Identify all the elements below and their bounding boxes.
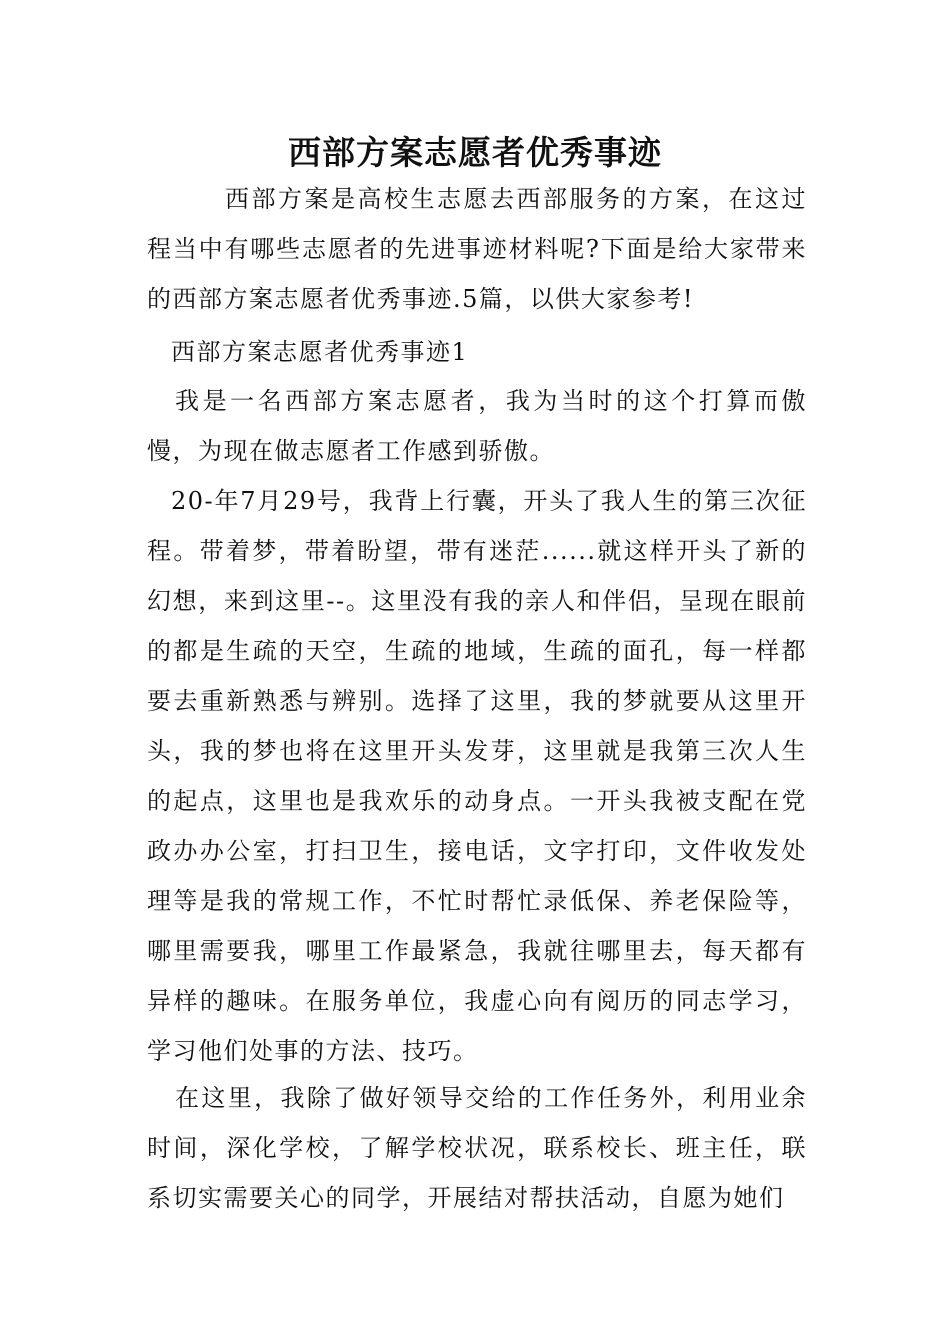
body-paragraph: 20-年7月29号，我背上行囊，开头了我人生的第三次征程。带着梦，带着盼望，带有迷茫......就这样开头了新的幻想，来到这里--。这里没有我的亲人和伴侣，呈现在眼前的都是生疏的天空，生疏的地域，生疏的面孔，每一样都要去重新熟悉与辨别。选择了这里，我的梦就要从这里开头，我的梦也将在这里开头发芽，这里就是我第三次人生的起点，这里也是我欢乐的动身点。一开头我被支配在党政办办公室，打扫卫生，接电话，文字打印，文件收发处理等是我的常规工作，不忙时帮忙录低保、养老保险等，哪里需要我，哪里工作最紧急，我就往哪里去，每天都有异样的趣味。在服务单位，我虚心向有阅历的同志学习，学习他们处事的方法、技巧。 bbox=[147, 487, 807, 1065]
intro-paragraph: 西部方案是高校生志愿去西部服务的方案，在这过程当中有哪些志愿者的先进事迹材料呢?下面是给大家带来的西部方案志愿者优秀事迹.5篇，以供大家参考! bbox=[147, 185, 807, 313]
section-heading: 西部方案志愿者优秀事迹1 bbox=[171, 338, 469, 366]
document-title: 西部方案志愿者优秀事迹 bbox=[288, 133, 662, 172]
body-paragraph: 在这里，我除了做好领导交给的工作任务外，利用业余时间，深化学校，了解学校状况，联系校长、班主任，联系切实需要关心的同学，开展结对帮扶活动，自愿为她们 bbox=[147, 1084, 807, 1212]
body-paragraph: 我是一名西部方案志愿者，我为当时的这个打算而傲慢，为现在做志愿者工作感到骄傲。 bbox=[147, 387, 807, 465]
